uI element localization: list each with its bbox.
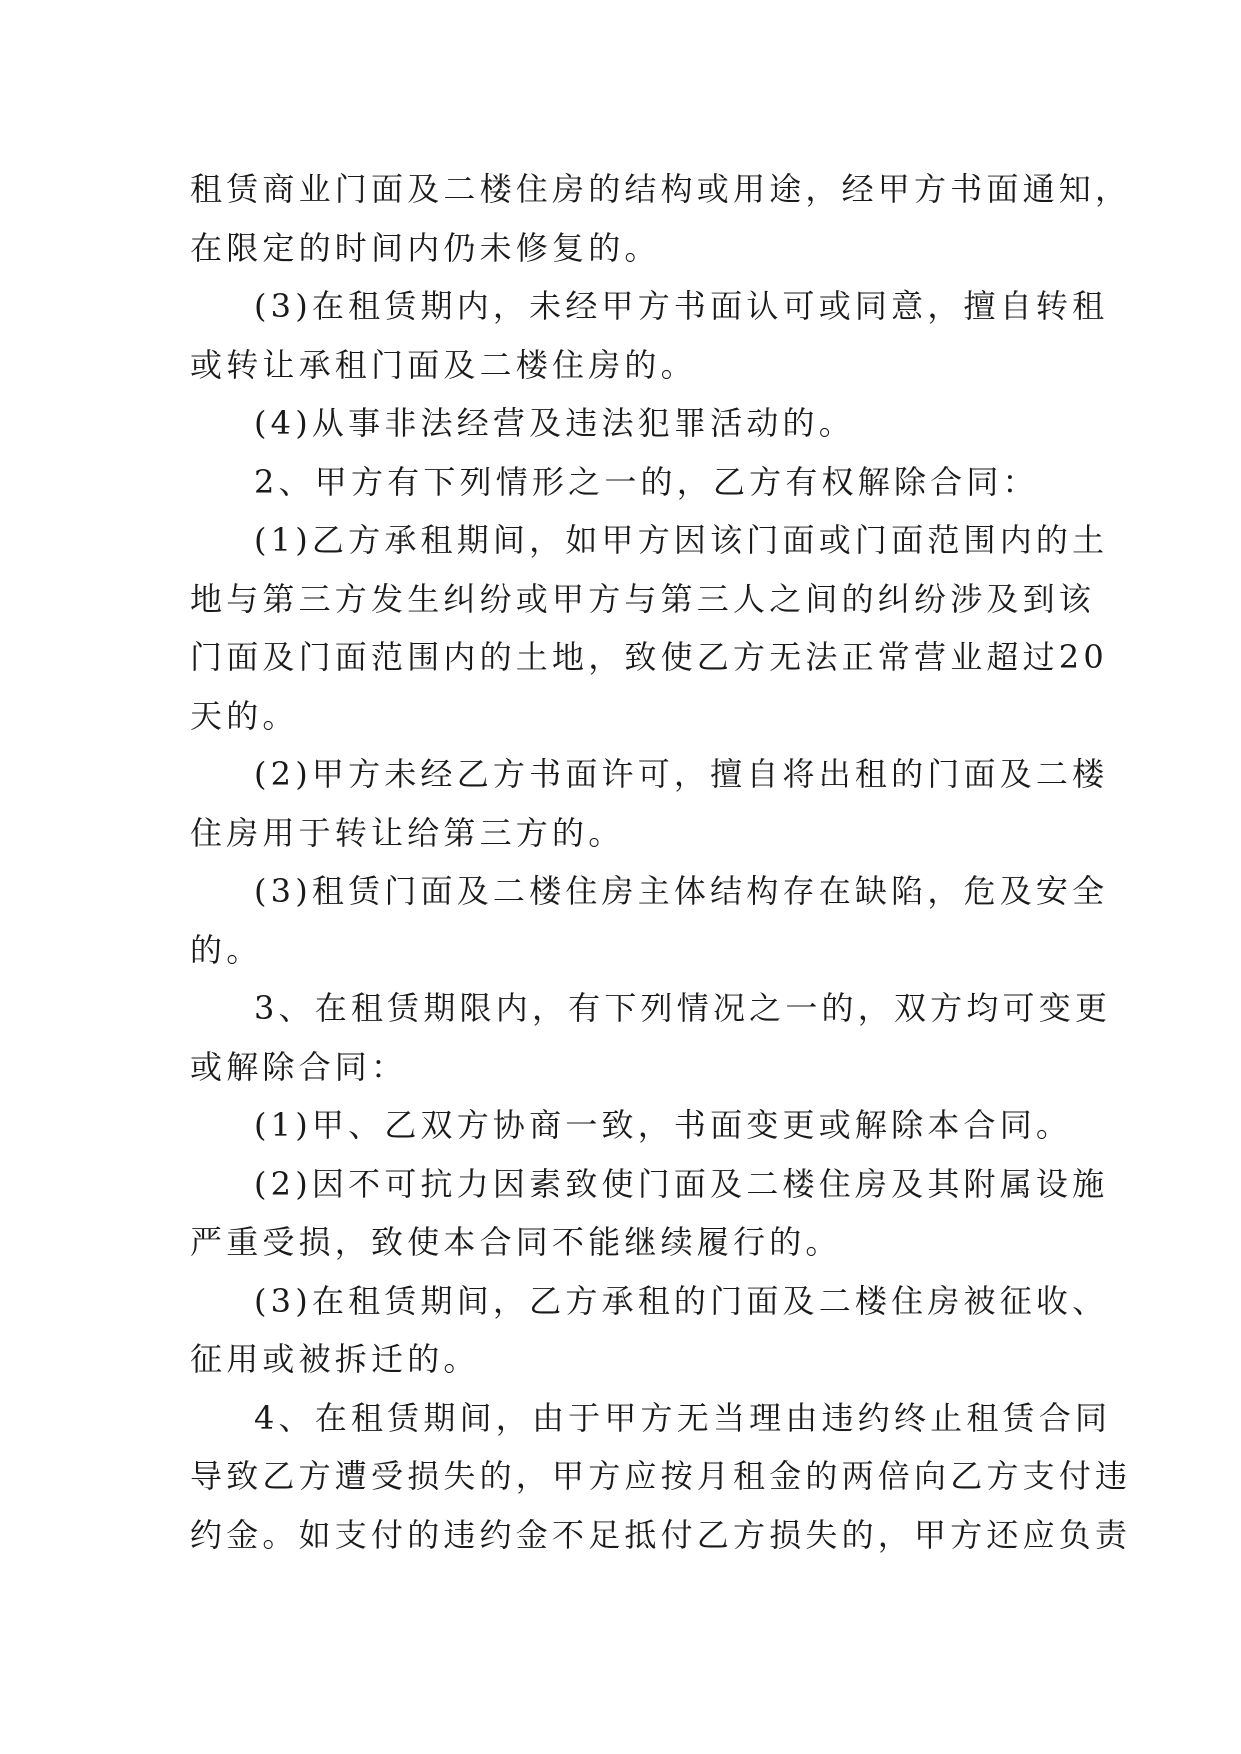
text-line: 导致乙方遭受损失的，甲方应按月租金的两倍向乙方支付违 bbox=[190, 1457, 1132, 1495]
text-line: (2)甲方未经乙方书面许可，擅自将出租的门面及二楼 bbox=[254, 755, 1109, 793]
text-line: 或解除合同： bbox=[190, 1047, 408, 1086]
text-line: 门面及门面范围内的土地，致使乙方无法正常营业超过20 bbox=[190, 638, 1108, 676]
text-line: 天的。 bbox=[190, 696, 299, 735]
text-line: (4)从事非法经营及违法犯罪活动的。 bbox=[254, 404, 855, 442]
text-line: 约金。如支付的违约金不足抵付乙方损失的，甲方还应负责 bbox=[190, 1515, 1132, 1554]
text-line: 4、在租赁期间，由于甲方无当理由违约终止租赁合同 bbox=[254, 1398, 1112, 1437]
text-line: 征用或被拆迁的。 bbox=[190, 1340, 480, 1378]
document-body bbox=[190, 160, 1132, 1564]
text-line: (1)乙方承租期间，如甲方因该门面或门面范围内的土 bbox=[254, 521, 1109, 559]
text-line: 3、在租赁期限内，有下列情况之一的，双方均可变更 bbox=[254, 989, 1112, 1027]
text-line: (3)在租赁期间，乙方承租的门面及二楼住房被征收、 bbox=[254, 1281, 1109, 1320]
text-line: (3)租赁门面及二楼住房主体结构存在缺陷，危及安全 bbox=[254, 872, 1109, 910]
text-line: 住房用于转让给第三方的。 bbox=[190, 813, 625, 852]
text-line: (2)因不可抗力因素致使门面及二楼住房及其附属设施 bbox=[254, 1164, 1109, 1203]
text-line: 的。 bbox=[190, 930, 263, 969]
text-line: (3)在租赁期内，未经甲方书面认可或同意，擅自转租 bbox=[254, 287, 1109, 325]
text-line: 租赁商业门面及二楼住房的结构或用途，经甲方书面通知， bbox=[190, 170, 1132, 208]
text-line: 或转让承租门面及二楼住房的。 bbox=[190, 345, 697, 384]
text-line: 在限定的时间内仍未修复的。 bbox=[190, 228, 661, 267]
text-line: (1)甲、乙双方协商一致，书面变更或解除本合同。 bbox=[254, 1106, 1073, 1144]
text-line: 地与第三方发生纠纷或甲方与第三人之间的纠纷涉及到该 bbox=[190, 579, 1096, 618]
text-line: 严重受损，致使本合同不能继续履行的。 bbox=[190, 1223, 842, 1261]
text-line: 2、甲方有下列情形之一的，乙方有权解除合同： bbox=[254, 462, 1039, 501]
